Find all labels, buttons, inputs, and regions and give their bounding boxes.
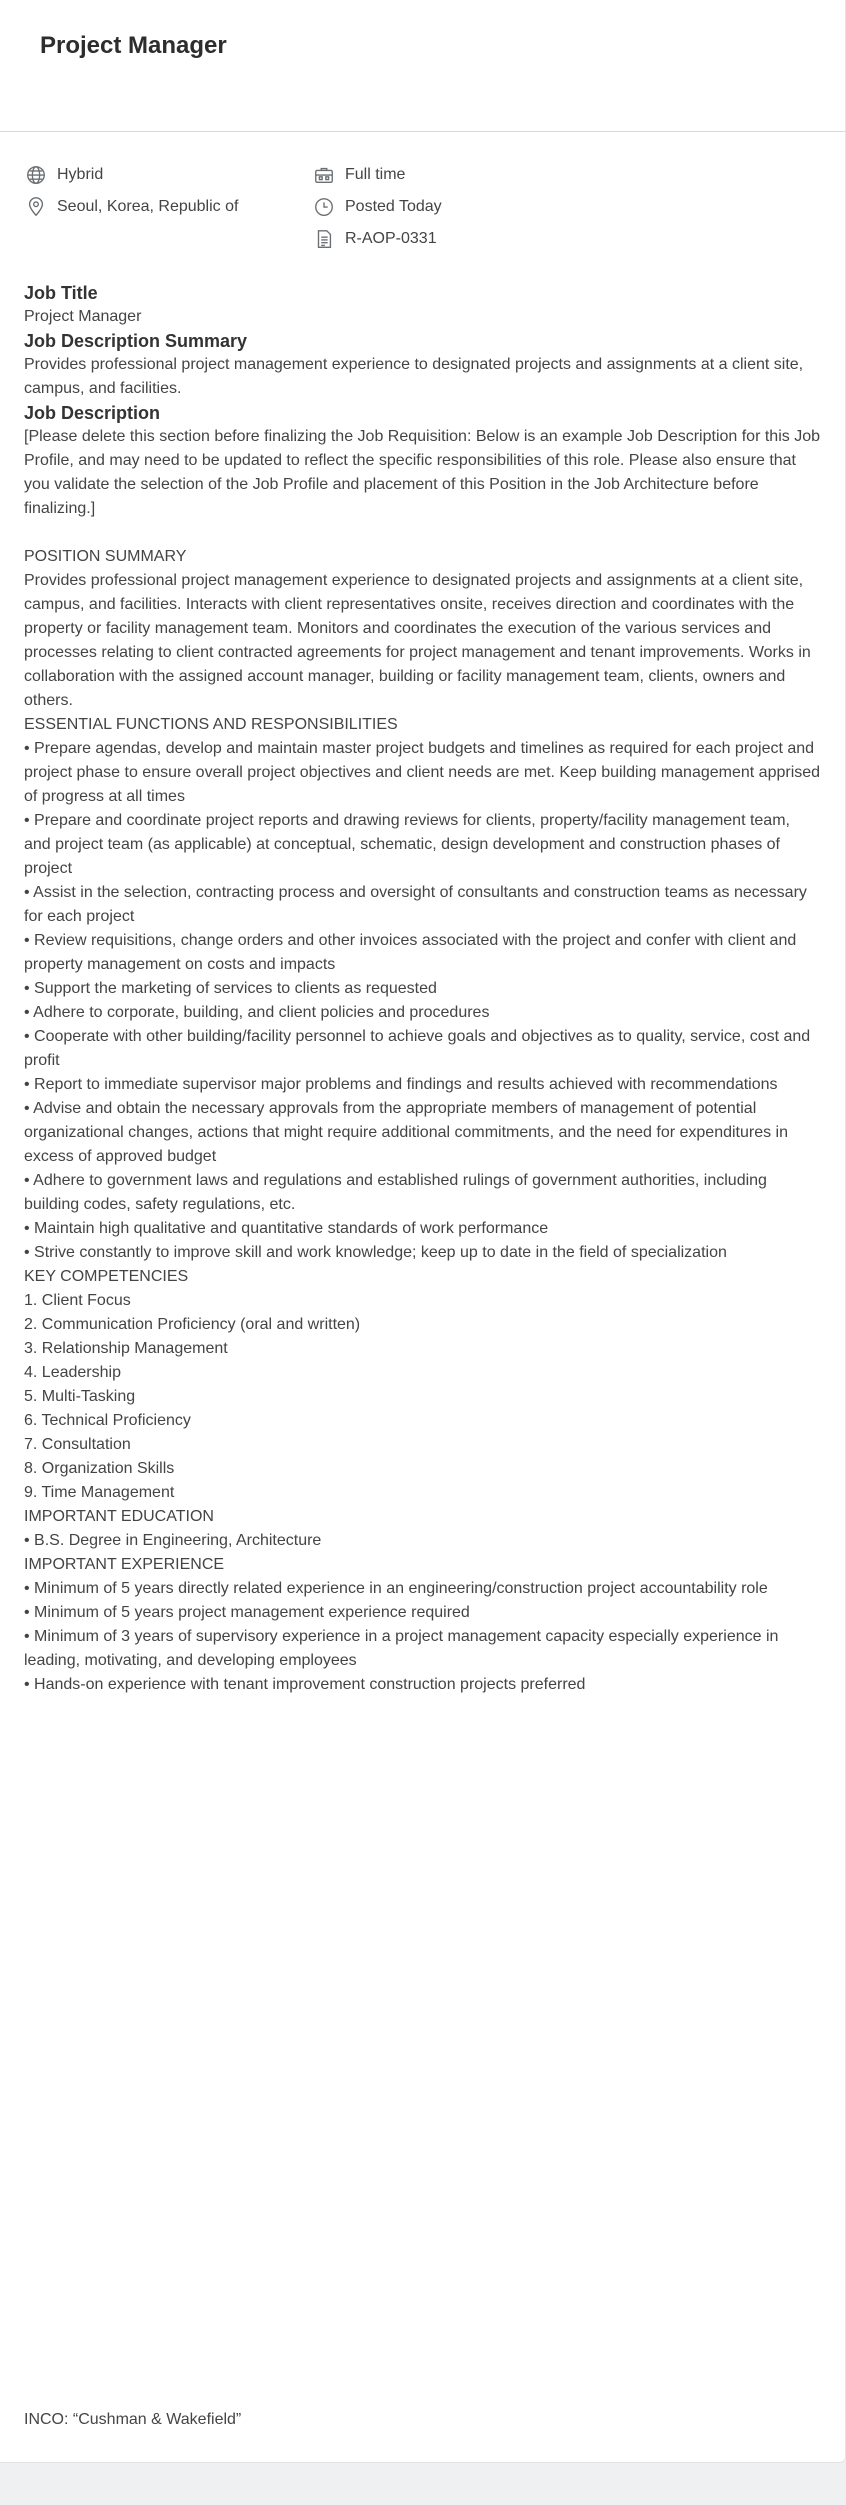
work-mode-text: Hybrid (57, 166, 104, 183)
list-item: 6. Technical Proficiency (24, 1412, 191, 1429)
list-item: • B.S. Degree in Engineering, Architecture (24, 1532, 322, 1549)
employment-type-text: Full time (345, 166, 406, 183)
posted-text: Posted Today (345, 198, 442, 215)
job-header (0, 0, 845, 132)
competencies-heading: KEY COMPETENCIES (24, 1268, 189, 1285)
globe-icon (25, 164, 47, 186)
page-title: Project Manager (40, 32, 227, 59)
list-item: • Minimum of 5 years project management experience required (24, 1604, 470, 1621)
meta-location (25, 196, 238, 218)
job-title-heading: Job Title (24, 283, 98, 303)
experience-heading: IMPORTANT EXPERIENCE (24, 1556, 225, 1573)
position-summary-heading: POSITION SUMMARY (24, 548, 187, 565)
list-item: • Prepare agendas, develop and maintain master project budgets and timelines as required for each project and project phase to ensure overall project objectives and client needs are met. Keep building management apprised of progress at all times (24, 740, 821, 805)
list-item: • Minimum of 3 years of supervisory experience in a project management capacity especially experience in leading, motivating, and developing employees (24, 1628, 779, 1669)
list-item: • Minimum of 5 years directly related experience in an engineering/construction project accountability role (24, 1580, 768, 1597)
spacer (24, 521, 821, 545)
location-pin-icon (25, 196, 47, 218)
meta-employment-type (313, 164, 405, 186)
req-id-text: R-AOP-0331 (345, 230, 437, 247)
meta-work-mode (25, 164, 103, 186)
essential-heading: ESSENTIAL FUNCTIONS AND RESPONSIBILITIES (24, 716, 398, 733)
document-icon (313, 228, 335, 250)
list-item: 2. Communication Proficiency (oral and written) (24, 1316, 361, 1333)
summary-heading: Job Description Summary (24, 331, 248, 351)
list-item: • Maintain high qualitative and quantitative standards of work performance (24, 1220, 549, 1237)
job-description-body (24, 281, 821, 1697)
list-item: • Assist in the selection, contracting process and oversight of consultants and construction teams as necessary for each project (24, 884, 807, 925)
list-item: 5. Multi-Tasking (24, 1388, 136, 1405)
meta-posted (313, 196, 442, 218)
list-item: • Advise and obtain the necessary approvals from the appropriate members of management of potential organizational changes, actions that might require additional commitments, and the need for expenditures in excess of approved budget (24, 1100, 789, 1165)
list-item: 7. Consultation (24, 1436, 131, 1453)
list-item: • Review requisitions, change orders and other invoices associated with the project and confer with client and property management on costs and impacts (24, 932, 797, 973)
list-item: 1. Client Focus (24, 1292, 131, 1309)
list-item: • Adhere to corporate, building, and client policies and procedures (24, 1004, 490, 1021)
list-item: • Adhere to government laws and regulations and established rulings of government authorities, including building codes, safety regulations, etc. (24, 1172, 767, 1213)
list-item: • Report to immediate supervisor major problems and findings and results achieved with recommendations (24, 1076, 778, 1093)
education-heading: IMPORTANT EDUCATION (24, 1508, 214, 1525)
summary-text: Provides professional project management experience to designated projects and assignments at a client site, campus, and facilities. (24, 356, 804, 397)
list-item: • Cooperate with other building/facility personnel to achieve goals and objectives as to quality, service, cost and profit (24, 1028, 811, 1069)
list-item: 9. Time Management (24, 1484, 175, 1501)
description-heading: Job Description (24, 403, 161, 423)
position-summary-text: Provides professional project management experience to designated projects and assignments at a client site, campus, and facilities. Interacts with client representatives onsite, receives direction and coordinates with the property or facility management team. Monitors and coordinates the execution of the various services and processes relating to client contracted agreements for project management and tenant improvements. Works in collaboration with the assigned account manager, building or facility management team, clients, owners and others. (24, 572, 811, 709)
list-item: 8. Organization Skills (24, 1460, 175, 1477)
list-item: 3. Relationship Management (24, 1340, 228, 1357)
briefcase-icon (313, 164, 335, 186)
clock-icon (313, 196, 335, 218)
inco-footer: INCO: “Cushman & Wakefield” (24, 2411, 242, 2428)
list-item: 4. Leadership (24, 1364, 121, 1381)
list-item: • Hands-on experience with tenant improvement construction projects preferred (24, 1676, 586, 1693)
description-note: [Please delete this section before finalizing the Job Requisition: Below is an example Job Description for this Job Profile, and may need to be updated to reflect the specific responsibilities of this role. Please also ensure that you validate the selection of the Job Profile and placement of this Position in the Job Architecture before finalizing.] (24, 428, 820, 517)
meta-req-id (313, 228, 437, 250)
job-title-value: Project Manager (24, 308, 142, 325)
list-item: • Prepare and coordinate project reports and drawing reviews for clients, property/facility management team, and project team (as applicable) at conceptual, schematic, design development and construction phases of project (24, 812, 790, 877)
list-item: • Strive constantly to improve skill and work knowledge; keep up to date in the field of specialization (24, 1244, 727, 1261)
list-item: • Support the marketing of services to clients as requested (24, 980, 437, 997)
location-text: Seoul, Korea, Republic of (57, 198, 239, 215)
